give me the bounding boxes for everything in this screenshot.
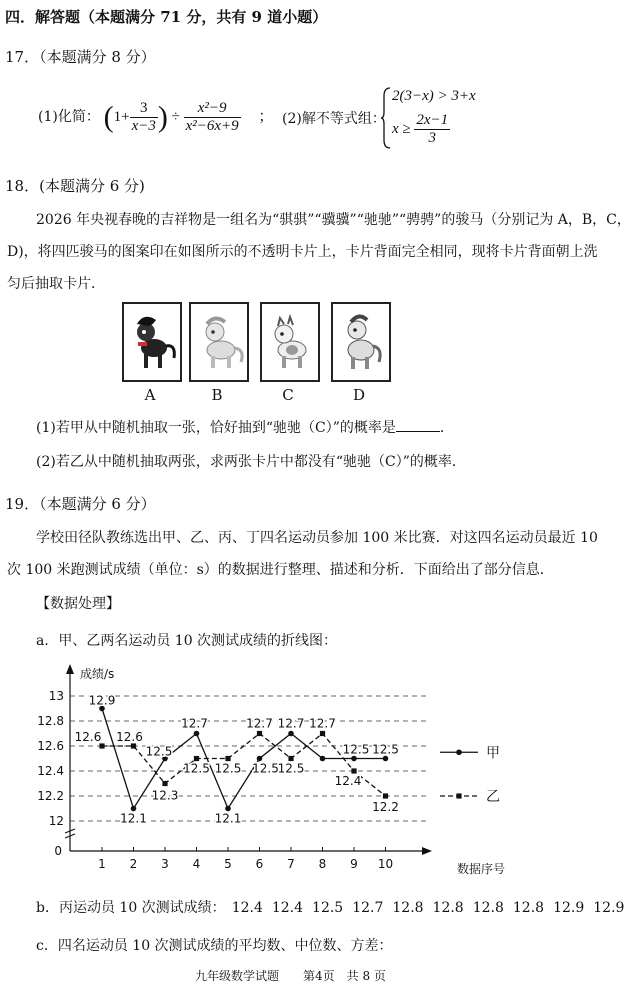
- data-point: [320, 731, 325, 736]
- data-label: 12.4: [334, 774, 362, 788]
- data-point: [257, 756, 263, 762]
- data-point: [257, 731, 262, 736]
- b-value: 12.8: [512, 900, 545, 916]
- left-paren: (: [103, 100, 114, 134]
- x-tick-label: 10: [377, 857, 394, 871]
- x-tick-label: 4: [192, 857, 201, 871]
- q19-number: 19．（本题满分 6 分）: [5, 495, 156, 513]
- data-label: 12.6: [116, 730, 143, 744]
- q18-part1-end: ．: [439, 420, 454, 436]
- legend-label: 甲: [486, 745, 500, 762]
- b-value: 12.4: [231, 900, 263, 916]
- data-label: 12.6: [74, 730, 102, 744]
- q18-line2: D)，将四匹骏马的图案印在如图所示的不透明卡片上，卡片背面完全相同，现将卡片背面朝上洗: [7, 244, 598, 260]
- data-label: 12.7: [277, 716, 305, 731]
- q18-part2: (2)若乙从中随机抽取两张，求两张卡片中都没有“驰驰（C）”的概率．: [36, 454, 466, 470]
- q17-part1-label: (1)化简：: [38, 109, 100, 125]
- q17-number: 17．（本题满分 8 分）: [5, 48, 156, 66]
- y-tick-label: 12.8: [37, 714, 64, 728]
- data-point: [288, 731, 294, 737]
- data-label: 12.7: [181, 716, 208, 731]
- q17-ineq2: [392, 108, 450, 150]
- q19-b-values: [226, 900, 625, 916]
- x-tick-label: 6: [255, 857, 264, 871]
- legend-label: 乙: [486, 789, 500, 805]
- system-brace: [380, 86, 392, 150]
- legend-marker: [456, 793, 461, 798]
- data-point: [320, 756, 326, 762]
- horse-d-icon: [333, 304, 389, 380]
- answer-blank: [396, 419, 440, 432]
- x-axis-arrow: [422, 847, 432, 855]
- data-point: [351, 756, 357, 762]
- data-label: 12.5: [183, 761, 210, 776]
- legend-marker: [456, 749, 462, 755]
- b-value: 12.8: [432, 900, 464, 916]
- q17-frac2-num: x²−9: [184, 100, 241, 118]
- q18-line3: 匀后抽取卡片．: [7, 276, 105, 292]
- q17-ineq2-num: 2x−1: [416, 112, 449, 129]
- horse-b-icon: [191, 304, 247, 380]
- y-tick-label: 12.4: [37, 764, 64, 778]
- q18-number: 18．(本题满分 6 分): [5, 177, 145, 195]
- data-point: [383, 756, 389, 762]
- x-tick-label: 3: [161, 857, 169, 871]
- q17-frac1-den: x−3: [131, 118, 156, 135]
- q19-b-label: b．丙运动员 10 次测试成绩：: [36, 900, 226, 916]
- x-tick-label: 8: [318, 857, 327, 871]
- data-label: 12.5: [252, 761, 279, 776]
- data-point: [225, 806, 231, 812]
- b-value: 12.5: [312, 900, 344, 916]
- x-tick-label: 1: [98, 857, 106, 871]
- b-value: 12.8: [392, 900, 424, 916]
- y-tick-label: 12.6: [37, 739, 64, 753]
- q17-frac2: [184, 100, 241, 135]
- data-label: 12.5: [277, 761, 305, 776]
- q17-part2-label: (2)解不等式组：: [282, 111, 386, 127]
- y-tick-label: 0: [54, 844, 62, 858]
- q19-b-row: [36, 897, 624, 917]
- y-axis-label: 成绩/s: [80, 667, 115, 681]
- q17-part1: [38, 92, 273, 142]
- data-point: [288, 756, 293, 761]
- data-label: 12.2: [372, 800, 399, 814]
- y-axis-arrow: [66, 664, 74, 674]
- b-value: 12.8: [472, 900, 504, 916]
- data-point: [225, 756, 230, 761]
- b-value: 12.9: [593, 900, 625, 916]
- q18-part1: [36, 417, 454, 437]
- data-label: 12.1: [120, 811, 147, 826]
- q17-divide: ÷: [171, 109, 180, 125]
- data-label: 12.3: [151, 788, 179, 803]
- horse-card-b: [189, 302, 249, 382]
- q17-one: 1+: [113, 109, 130, 125]
- card-label-d: D: [352, 386, 366, 404]
- x-tick-label: 2: [129, 857, 138, 871]
- score-line-chart: [0, 658, 621, 880]
- data-label: 12.7: [309, 716, 336, 731]
- data-label: 12.5: [342, 742, 370, 757]
- data-point: [194, 731, 200, 737]
- x-tick-label: 9: [350, 857, 358, 871]
- data-point: [99, 743, 104, 748]
- y-tick-label: 12.2: [37, 789, 64, 803]
- horse-a-icon: [124, 304, 180, 380]
- card-label-c: C: [282, 386, 294, 404]
- data-point: [131, 806, 137, 812]
- y-tick-label: 13: [48, 689, 64, 703]
- data-point: [351, 768, 356, 773]
- card-label-a: A: [144, 386, 156, 404]
- q17-ineq2-frac: [414, 112, 450, 147]
- horse-card-d: [331, 302, 391, 382]
- data-label: 12.5: [214, 761, 242, 776]
- q17-ineq2-den: 3: [428, 130, 437, 147]
- q18-part1-text: (1)若甲从中随机抽取一张，恰好抽到“驰驰（C）”的概率是: [36, 420, 396, 436]
- section-heading: 四．解答题（本题满分 71 分，共有 9 道小题）: [5, 8, 328, 26]
- q19-line1: 学校田径队教练选出甲、乙、丙、丁四名运动员参加 100 米比赛．对这四名运动员最近 10: [36, 530, 598, 546]
- q19-a-label: a．甲、乙两名运动员 10 次测试成绩的折线图：: [36, 633, 338, 649]
- data-point: [194, 756, 199, 761]
- q17-ineq1: 2(3−x) > 3+x: [392, 88, 476, 104]
- page-footer: 九年级数学试题 第4页 共 8 页: [195, 969, 386, 983]
- data-label: 12.5: [372, 742, 399, 757]
- horse-card-a: [122, 302, 182, 382]
- data-point: [131, 743, 136, 748]
- q19-line2: 次 100 米跑测试成绩（单位：s）的数据进行整理、描述和分析．下面给出了部分信息．: [7, 562, 554, 578]
- right-paren: ): [157, 100, 168, 134]
- q17-frac1-num: 3: [130, 100, 158, 118]
- horse-c-icon: [262, 304, 318, 380]
- chart-svg: [0, 658, 621, 880]
- horse-card-c: [260, 302, 320, 382]
- q19-data-heading: 【数据处理】: [36, 596, 120, 612]
- q19-c-label: c．四名运动员 10 次测试成绩的平均数、中位数、方差：: [36, 938, 393, 954]
- x-tick-label: 5: [224, 857, 232, 871]
- data-label: 12.9: [88, 693, 116, 708]
- card-label-b: B: [211, 386, 223, 404]
- q17-semicolon: ；: [258, 109, 274, 125]
- x-tick-label: 7: [287, 857, 295, 871]
- q17-frac1: [130, 100, 158, 135]
- data-label: 12.7: [246, 716, 273, 731]
- q17-ineq2-left: x ≥: [392, 121, 411, 137]
- q17-frac2-den: x²−6x+9: [185, 118, 239, 135]
- b-value: 12.4: [271, 900, 304, 916]
- y-tick-label: 12: [48, 814, 64, 828]
- x-axis-label: 数据序号: [456, 862, 506, 876]
- b-value: 12.7: [352, 900, 384, 916]
- data-point: [383, 793, 388, 798]
- data-label: 12.1: [214, 811, 242, 826]
- data-point: [162, 781, 167, 786]
- q18-line1: 2026 年央视春晚的吉祥物是一组名为“骐骐”“骥骥”“驰驰”“骋骋”的骏马（分别记为 A，B，C，: [36, 212, 631, 228]
- b-value: 12.9: [553, 900, 585, 916]
- data-label: 12.5: [145, 744, 173, 759]
